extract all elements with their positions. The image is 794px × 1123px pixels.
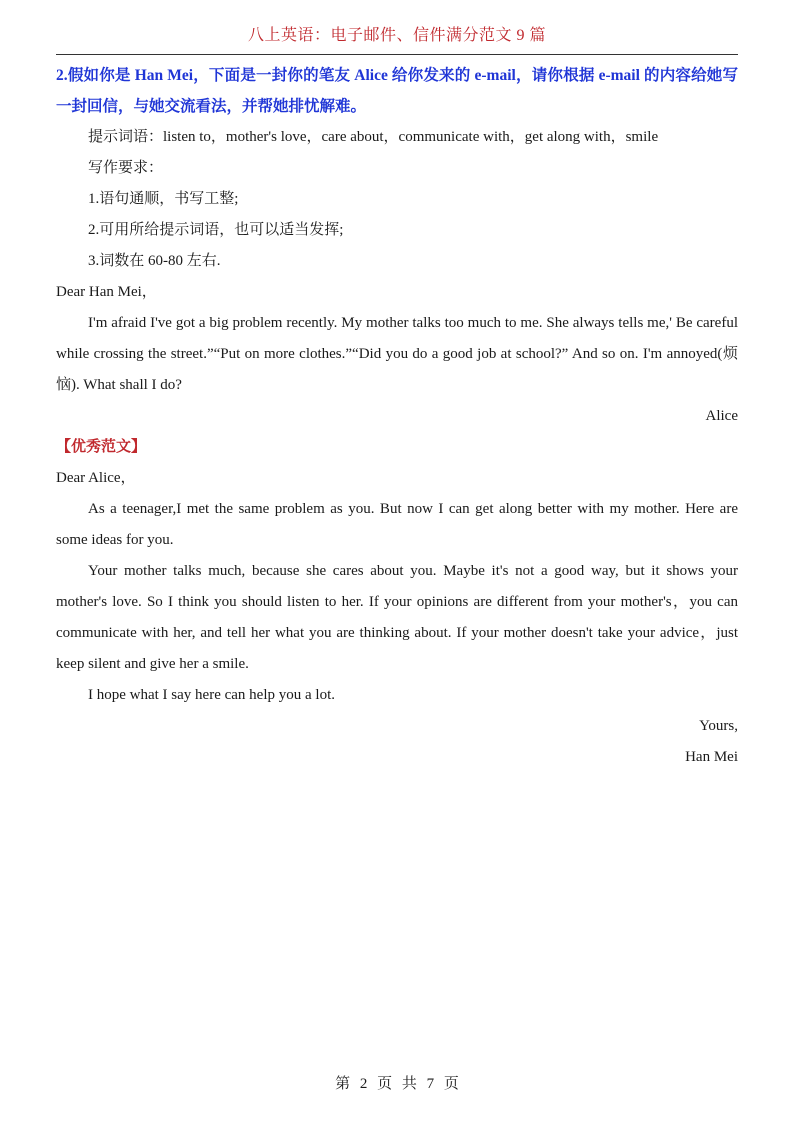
- requirement-item: 1.语句通顺，书写工整;: [88, 191, 239, 207]
- sample-paragraph: Your mother talks much, because she cares about you. Maybe it's not a good way, but it shows your mother's love. So I think you should listen to her. If your opinions are different from your mother's，you can communicate with her, and tell her what you are thinking about. If your mother doesn't take your advice，just keep silent and give her a smile.: [56, 563, 738, 672]
- sample-closing: Yours,: [699, 718, 738, 734]
- requirement-item: 3.词数在 60-80 左右.: [88, 253, 221, 269]
- sample-greeting: Dear Alice，: [56, 470, 136, 486]
- email-greeting: Dear Han Mei，: [56, 284, 157, 300]
- sample-paragraph: I hope what I say here can help you a lot.: [88, 687, 335, 703]
- header-divider: [56, 54, 738, 55]
- requirement-item: 2.可用所给提示词语，也可以适当发挥;: [88, 222, 344, 238]
- email-signature: Alice: [705, 408, 738, 424]
- page-number: 第 2 页 共 7 页: [335, 1076, 459, 1092]
- header-title: 八上英语：电子邮件、信件满分范文 9 篇: [247, 27, 546, 44]
- question-prompt: 2.假如你是 Han Mei，下面是一封你的笔友 Alice 给你发来的 e-mail，请你根据 e-mail 的内容给她写一封回信，与她交流看法，并帮她排忧解难。: [56, 67, 738, 115]
- document-content: [56, 60, 738, 773]
- email-body: I'm afraid I've got a big problem recently. My mother talks too much to me. She always tells me,' Be careful while crossing the street.”“Put on more clothes.”“Did you do a good job at school?” And so on. I'm annoyed(烦恼). What shall I do?: [56, 315, 738, 393]
- sample-paragraph: As a teenager,I met the same problem as you. But now I can get along better with my mother. Here are some ideas for you.: [56, 501, 738, 548]
- requirements-title: 写作要求：: [88, 160, 164, 176]
- sample-signature: Han Mei: [685, 749, 738, 765]
- keywords-line: 提示词语：listen to，mother's love，care about，communicate with，get along with，smile: [88, 129, 659, 145]
- sample-label: 【优秀范文】: [56, 439, 147, 455]
